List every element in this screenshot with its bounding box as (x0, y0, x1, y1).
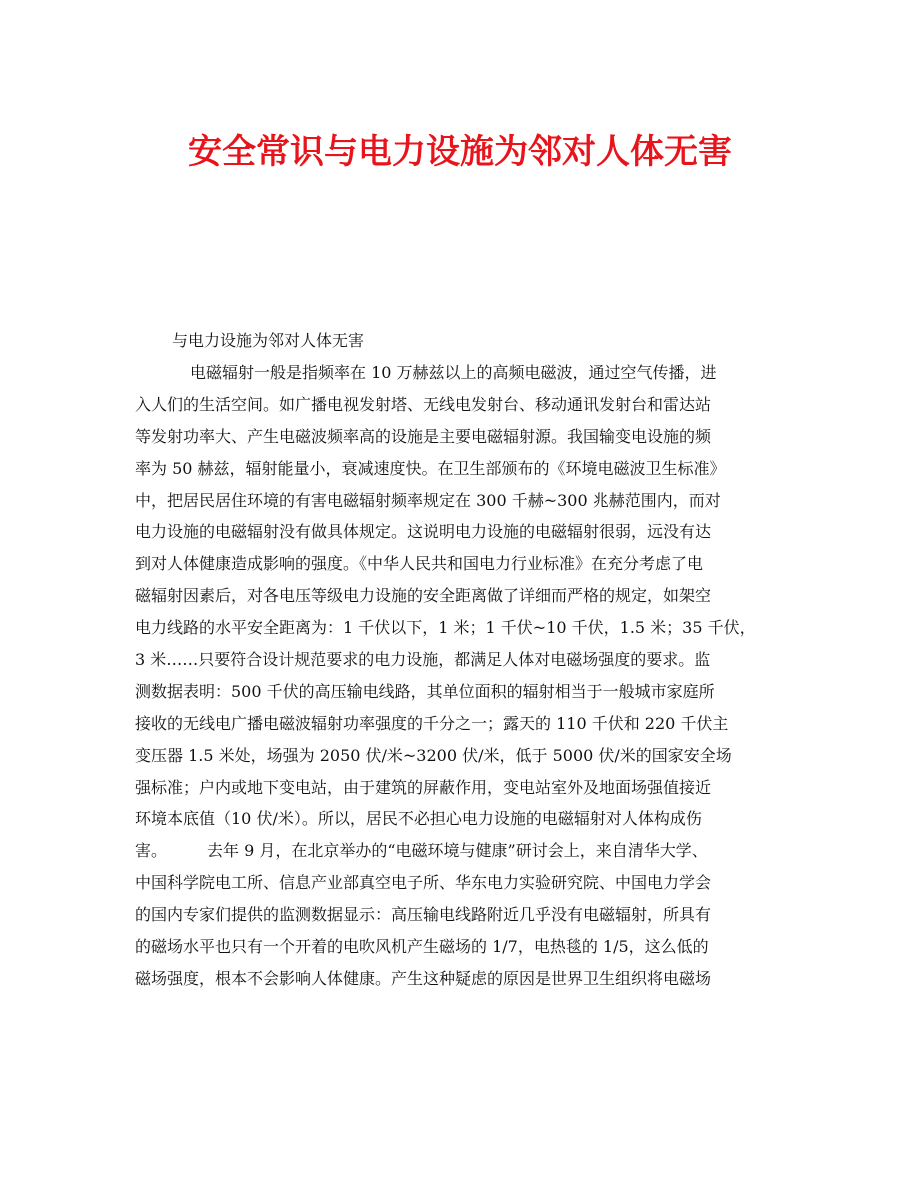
text-line: 测数据表明：500 千伏的高压输电线路，其单位面积的辐射相当于一般城市家庭所 (135, 681, 715, 701)
text-line: 电力线路的水平安全距离为：1 千伏以下，1 米；1 千伏~10 千伏，1.5 米；35 千伏， (135, 618, 756, 638)
text-line: 入人们的生活空间。如广播电视发射塔、无线电发射台、移动通讯发射台和雷达站 (135, 394, 712, 414)
text-line: 中，把居民居住环境的有害电磁辐射频率规定在 300 千赫~300 兆赫范围内，而对 (135, 490, 721, 510)
text-line: 接收的无线电广播电磁波辐射功率强度的千分之一；露天的 110 千伏和 220 千伏主 (135, 713, 729, 733)
text-line: 磁场强度，根本不会影响人体健康。产生这种疑虑的原因是世界卫生组织将电磁场 (135, 968, 712, 988)
section-subtitle: 与电力设施为邻对人体无害 (172, 331, 365, 350)
text-line: 电力设施的电磁辐射没有做具体规定。这说明电力设施的电磁辐射很弱，远没有达 (135, 522, 712, 542)
text-line: 害。 去年 9 月，在北京举办的“电磁环境与健康”研讨会上，来自清华大学、 (135, 841, 708, 861)
text-line: 率为 50 赫兹，辐射能量小，衰减速度快。在卫生部颁布的《环境电磁波卫生标准》 (135, 458, 726, 478)
text-line: 到对人体健康造成影响的强度。《中华人民共和国电力行业标准》在充分考虑了电 (135, 554, 704, 574)
text-line: 变压器 1.5 米处，场强为 2050 伏/米~3200 伏/米，低于 5000 伏/米的国家安全场 (135, 745, 732, 765)
text-line: 中国科学院电工所、信息产业部真空电子所、华东电力实验研究院、中国电力学会 (135, 873, 712, 893)
text-line: 等发射功率大、产生电磁波频率高的设施是主要电磁辐射源。我国输变电设施的频 (135, 426, 712, 446)
text-line: 的磁场水平也只有一个开着的电吹风机产生磁场的 1/7，电热毯的 1/5，这么低的 (135, 937, 709, 957)
text-line: 电磁辐射一般是指频率在 10 万赫兹以上的高频电磁波，通过空气传播，进 (190, 363, 717, 382)
text-line: 3 米……只要符合设计规范要求的电力设施，都满足人体对电磁场强度的要求。监 (135, 650, 711, 670)
text-line: 强标准；户内或地下变电站，由于建筑的屏蔽作用，变电站室外及地面场强值接近 (135, 777, 712, 797)
text-line: 的国内专家们提供的监测数据显示：高压输电线路附近几乎没有电磁辐射，所具有 (135, 905, 712, 925)
text-line: 环境本底值（10 伏/米）。所以，居民不必担心电力设施的电磁辐射对人体构成伤 (135, 809, 702, 829)
document-title: 安全常识与电力设施为邻对人体无害 (188, 132, 732, 172)
text-line: 磁辐射因素后，对各电压等级电力设施的安全距离做了详细而严格的规定，如架空 (135, 586, 712, 606)
body-paragraph (135, 364, 795, 1002)
